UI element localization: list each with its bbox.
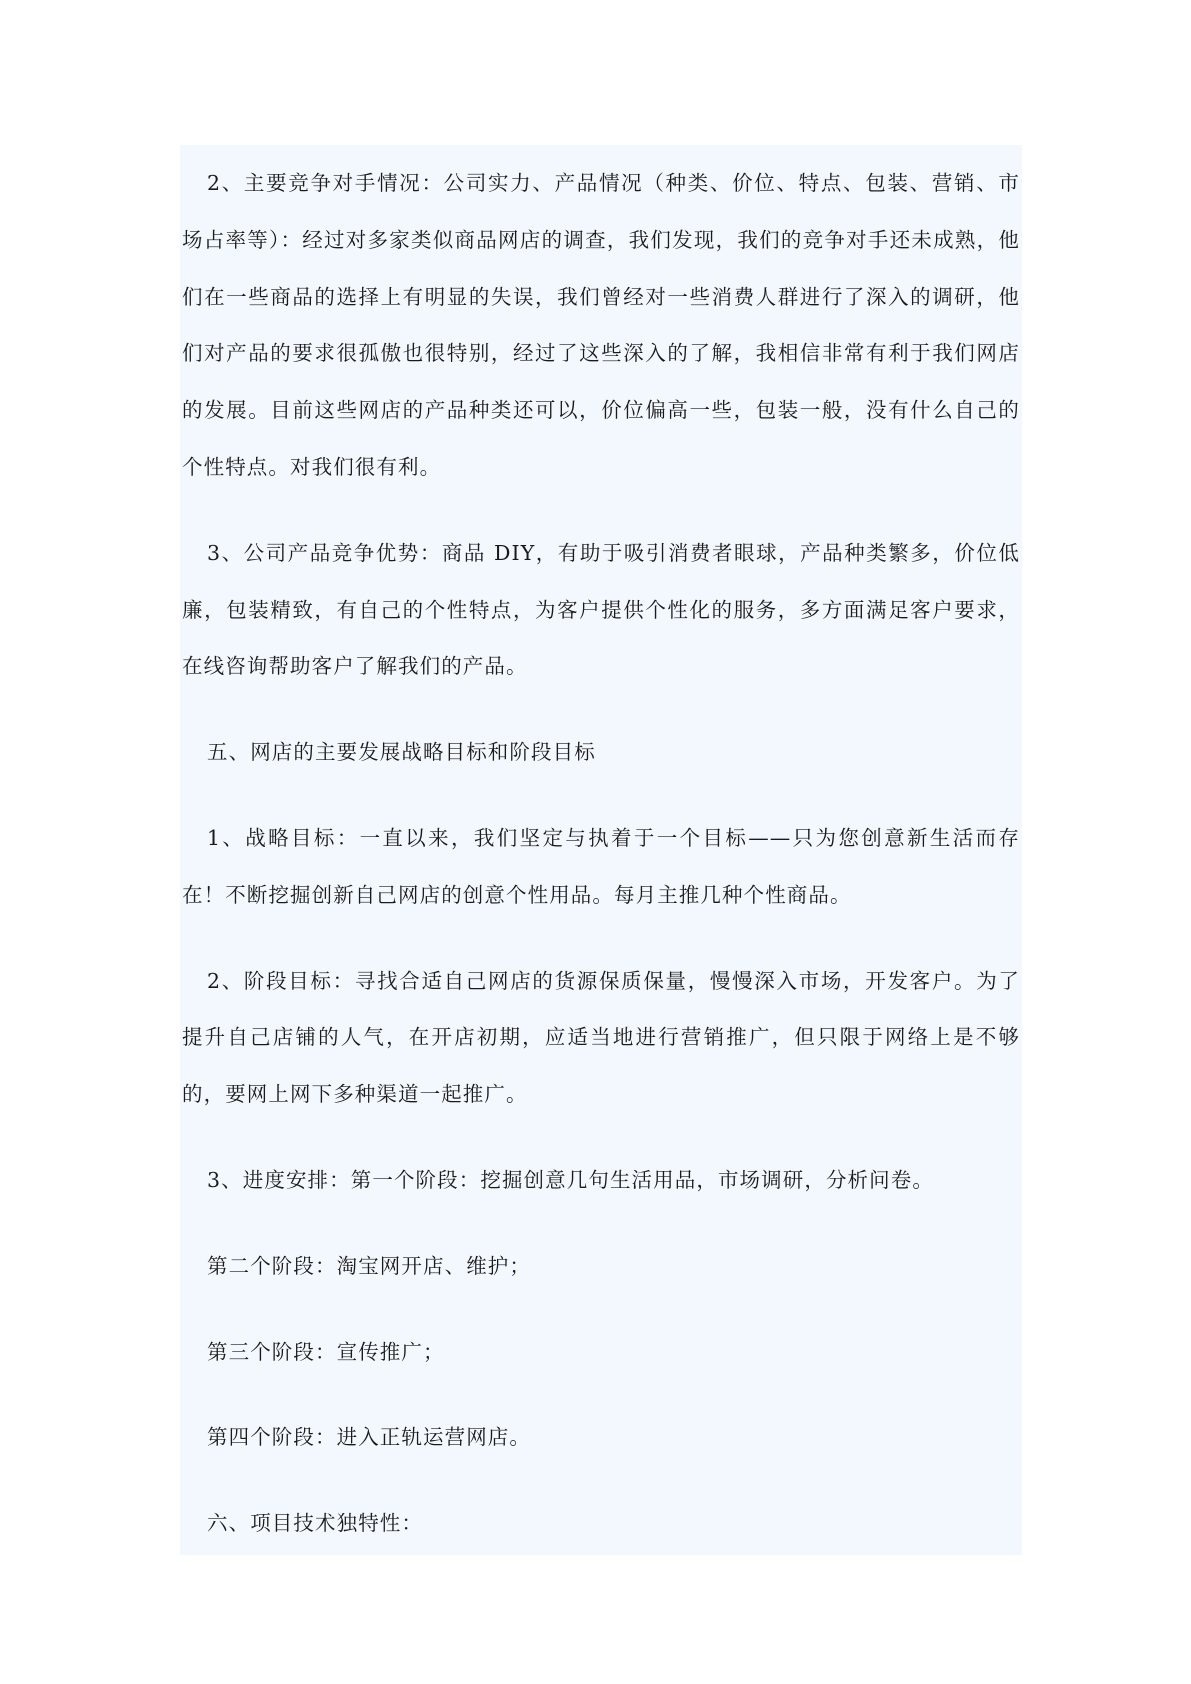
paragraph-stage-three: 第三个阶段：宣传推广； [207,1339,445,1364]
paragraph-strategic-goal: 1、战略目标：一直以来，我们坚定与执着于一个目标——只为您创意新生活而存在！不断挖掘创新自己网店的创意个性用品。每月主推几种个性商品。 [182,825,1020,907]
paragraph-competitors: 2、主要竞争对手情况：公司实力、产品情况（种类、价位、特点、包装、营销、市场占率等）：经过对多家类似商品网店的调查，我们发现，我们的竞争对手还未成熟，他们在一些商品的选择上有明显的失误，我们曾经对一些消费人群进行了深入的调研，他们对产品的要求很孤傲也很特别，经过了这些深入的了解，我相信非常有利于我们网店的发展。目前这些网店的产品种类还可以，价位偏高一些，包装一般，没有什么自己的个性特点。对我们很有利。 [182,171,1020,479]
paragraph-stage-two: 第二个阶段：淘宝网开店、维护； [207,1253,531,1278]
paragraph-stage-goal: 2、阶段目标：寻找合适自己网店的货源保质保量，慢慢深入市场，开发客户。为了提升自己店铺的人气，在开店初期，应适当地进行营销推广，但只限于网络上是不够的，要网上网下多种渠道一起推广。 [182,968,1020,1107]
section-heading-strategy: 五、网店的主要发展战略目标和阶段目标 [207,740,596,765]
section-heading-technology: 六、项目技术独特性： [207,1511,423,1536]
paragraph-stage-four: 第四个阶段：进入正轨运营网店。 [207,1425,531,1450]
paragraph-advantages: 3、公司产品竞争优势：商品 DIY，有助于吸引消费者眼球，产品种类繁多，价位低廉，包装精致，有自己的个性特点，为客户提供个性化的服务，多方面满足客户要求，在线咨询帮助客户了解我们的产品。 [182,540,1020,679]
document-text-block [180,145,1022,1555]
paragraph-schedule: 3、进度安排：第一个阶段：挖掘创意几句生活用品，市场调研，分析问卷。 [207,1167,934,1192]
